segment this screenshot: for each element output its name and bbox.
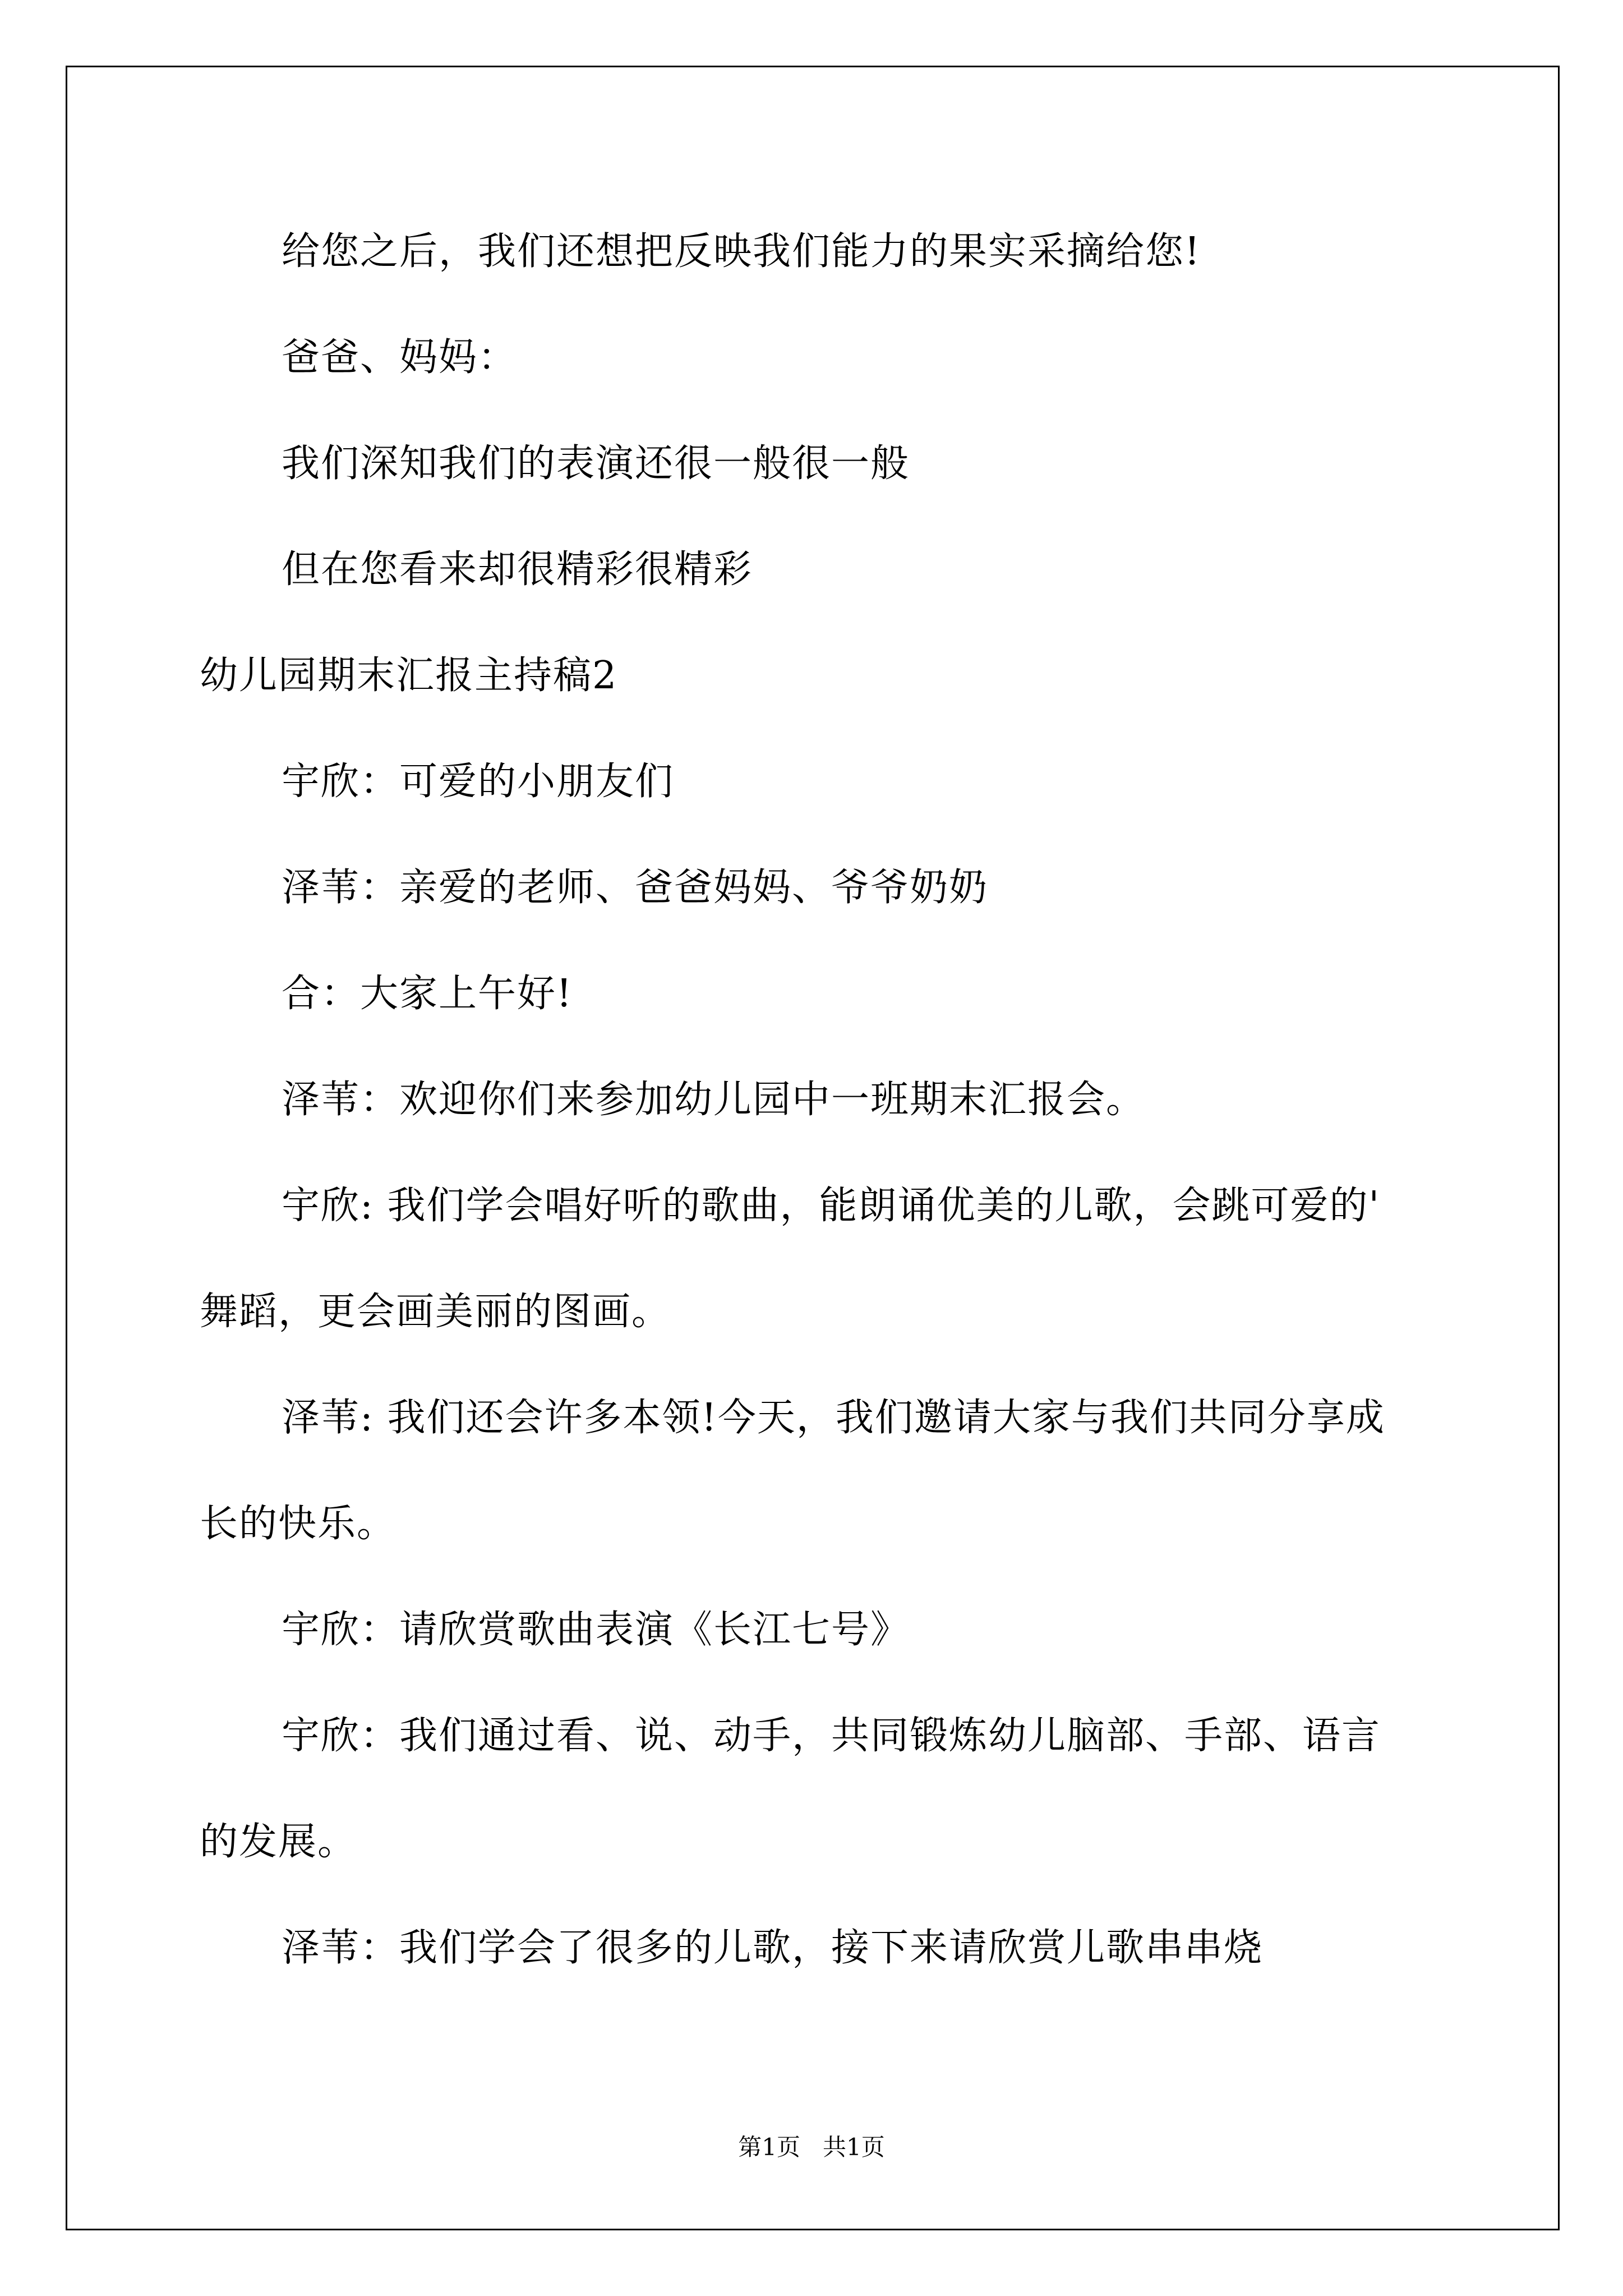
section-heading: 幼儿园期末汇报主持稿2 xyxy=(200,654,618,698)
paragraph-line: 长的快乐。 xyxy=(200,1502,396,1546)
paragraph-line: 泽苇：亲爱的老师、爸爸妈妈、爷爷奶奶 xyxy=(282,866,989,910)
paragraph-line: 舞蹈，更会画美丽的图画。 xyxy=(200,1290,671,1334)
paragraph-line: 宇欣：可爱的小朋友们 xyxy=(282,760,675,804)
paragraph-line: 但在您看来却很精彩很精彩 xyxy=(282,547,753,592)
paragraph-line: 宇欣: 我们学会唱好听的歌曲，能朗诵优美的儿歌，会跳可爱的' xyxy=(282,1184,1381,1228)
page-number-footer: 第1页 共1页 xyxy=(738,2133,885,2161)
paragraph-line: 给您之后，我们还想把反映我们能力的果实采摘给您! xyxy=(282,229,1201,274)
paragraph-line: 宇欣：请欣赏歌曲表演《长江七号》 xyxy=(282,1608,910,1652)
paragraph-line: 合：大家上午好! xyxy=(282,972,573,1016)
paragraph-line: 泽苇：欢迎你们来参加幼儿园中一班期末汇报会。 xyxy=(282,1078,1146,1122)
paragraph-line: 泽苇: 我们还会许多本领!今天，我们邀请大家与我们共同分享成 xyxy=(282,1396,1385,1440)
paragraph-line: 的发展。 xyxy=(200,1820,357,1864)
paragraph-line: 宇欣：我们通过看、说、动手，共同锻炼幼儿脑部、手部、语言 xyxy=(282,1714,1381,1758)
page-border xyxy=(66,66,1560,2230)
paragraph-line: 我们深知我们的表演还很一般很一般 xyxy=(282,441,910,486)
paragraph-line: 爸爸、妈妈： xyxy=(282,335,518,380)
paragraph-line: 泽苇：我们学会了很多的儿歌，接下来请欣赏儿歌串串烧 xyxy=(282,1926,1264,1970)
